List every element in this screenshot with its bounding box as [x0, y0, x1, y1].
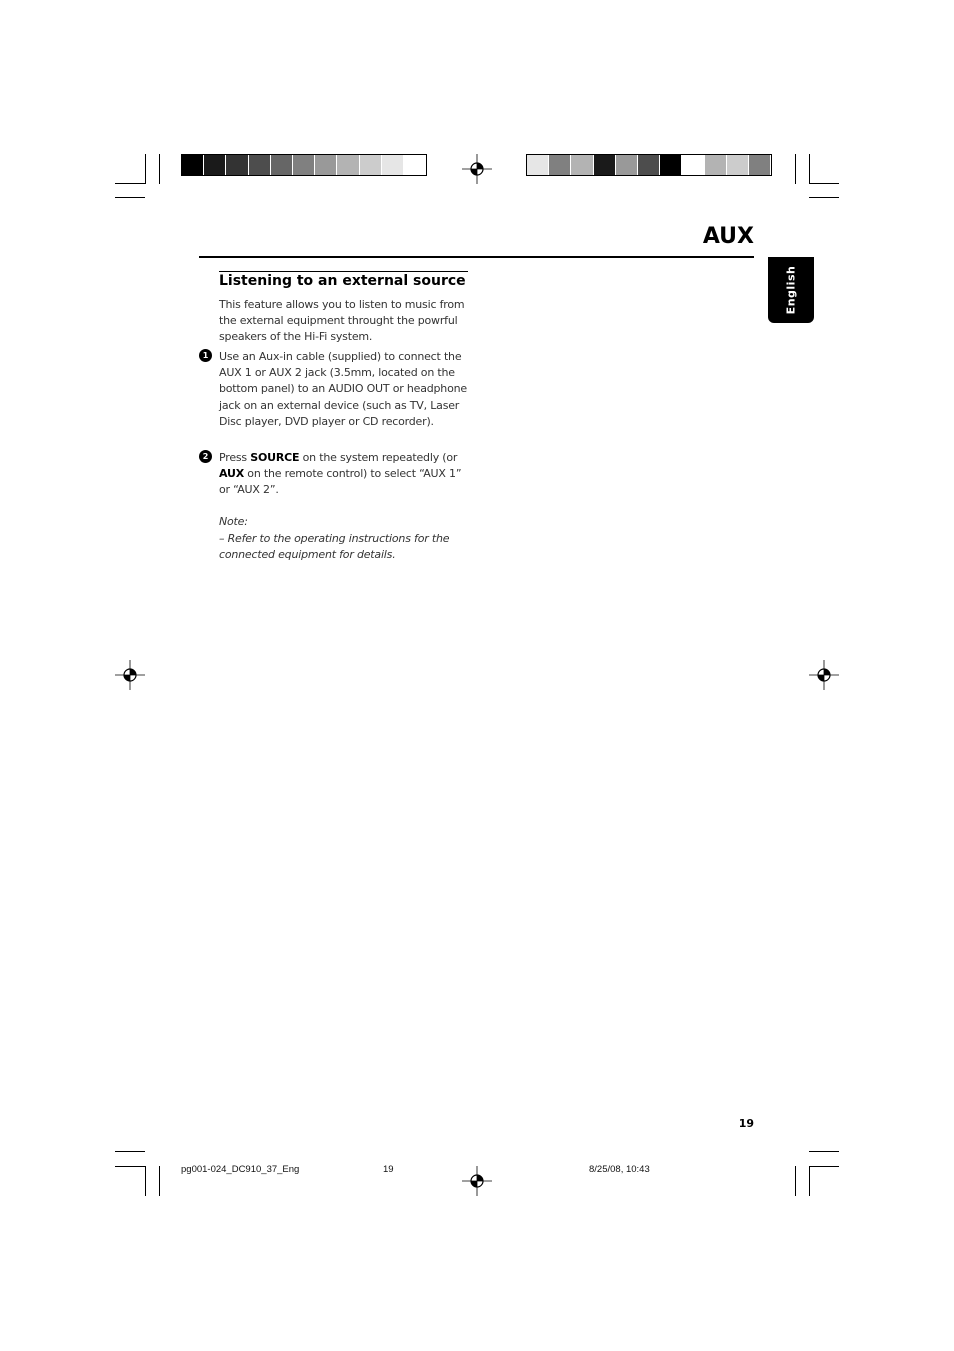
crop-mark — [809, 1166, 839, 1167]
color-swatch — [705, 155, 727, 175]
crop-mark — [809, 154, 810, 184]
color-calibration-bar-right — [526, 154, 772, 176]
color-swatch — [315, 155, 337, 175]
crop-mark — [795, 1166, 796, 1196]
color-swatch — [571, 155, 593, 175]
crop-mark — [809, 183, 839, 184]
crop-mark — [115, 183, 145, 184]
crop-mark — [809, 1151, 839, 1152]
crop-mark — [809, 1166, 810, 1196]
color-swatch — [226, 155, 248, 175]
header-rule — [199, 256, 754, 258]
color-swatch — [360, 155, 382, 175]
crop-mark — [115, 197, 145, 198]
color-swatch — [404, 155, 426, 175]
section-title: AUX — [702, 224, 754, 249]
page-number: 19 — [738, 1117, 754, 1130]
language-tab-label: English — [784, 265, 798, 315]
language-tab — [768, 257, 814, 323]
crop-mark — [795, 154, 796, 184]
aux-key-label: AUX — [219, 467, 244, 481]
registration-mark-icon — [809, 660, 839, 690]
color-swatch — [204, 155, 226, 175]
crop-mark — [809, 197, 839, 198]
color-swatch — [727, 155, 749, 175]
crop-mark — [115, 1151, 145, 1152]
color-swatch — [271, 155, 293, 175]
color-swatch — [594, 155, 616, 175]
crop-mark — [159, 1166, 160, 1196]
crop-mark — [115, 1166, 145, 1167]
source-key-label: SOURCE — [250, 451, 300, 464]
registration-mark-icon — [115, 660, 145, 690]
color-swatch — [549, 155, 571, 175]
section-heading: Listening to an external source — [219, 273, 466, 289]
heading-rule — [219, 271, 468, 272]
footer-date: 8/25/08, 10:43 — [589, 1164, 650, 1175]
step-number-2: 2 — [199, 450, 212, 463]
color-swatch — [660, 155, 682, 175]
color-swatch — [749, 155, 771, 175]
color-swatch — [527, 155, 549, 175]
step-number-1: 1 — [199, 349, 212, 362]
color-swatch — [182, 155, 204, 175]
color-swatch — [682, 155, 704, 175]
color-swatch — [293, 155, 315, 175]
color-calibration-bar-left — [181, 154, 427, 176]
intro-paragraph: This feature allows you to listen to music from the external equipment throught the powrful speakers of the Hi-Fi system. — [219, 298, 465, 344]
crop-mark — [159, 154, 160, 184]
note-label: Note: — [219, 515, 248, 528]
registration-mark-icon — [462, 154, 492, 184]
registration-mark-icon — [462, 1166, 492, 1196]
color-swatch — [616, 155, 638, 175]
footer-page: 19 — [383, 1164, 394, 1175]
step-1-text: Use an Aux-in cable (supplied) to connect the AUX 1 or AUX 2 jack (3.5mm, located on the bottom panel) to an AUDIO OUT or headphone jack on an external device (such as TV, Laser Disc player, DVD player or CD recorder). — [219, 350, 467, 428]
color-swatch — [382, 155, 404, 175]
footer-file-name: pg001-024_DC910_37_Eng — [181, 1164, 300, 1175]
color-swatch — [638, 155, 660, 175]
color-swatch — [337, 155, 359, 175]
note-text: – Refer to the operating instructions for the connected equipment for details. — [219, 532, 450, 562]
color-swatch — [249, 155, 271, 175]
step-2-text: Press SOURCE on the system repeatedly (or AUX on the remote control) to select “AUX 1” or “AUX 2”. — [219, 451, 462, 497]
crop-mark — [145, 154, 146, 184]
crop-mark — [145, 1166, 146, 1196]
